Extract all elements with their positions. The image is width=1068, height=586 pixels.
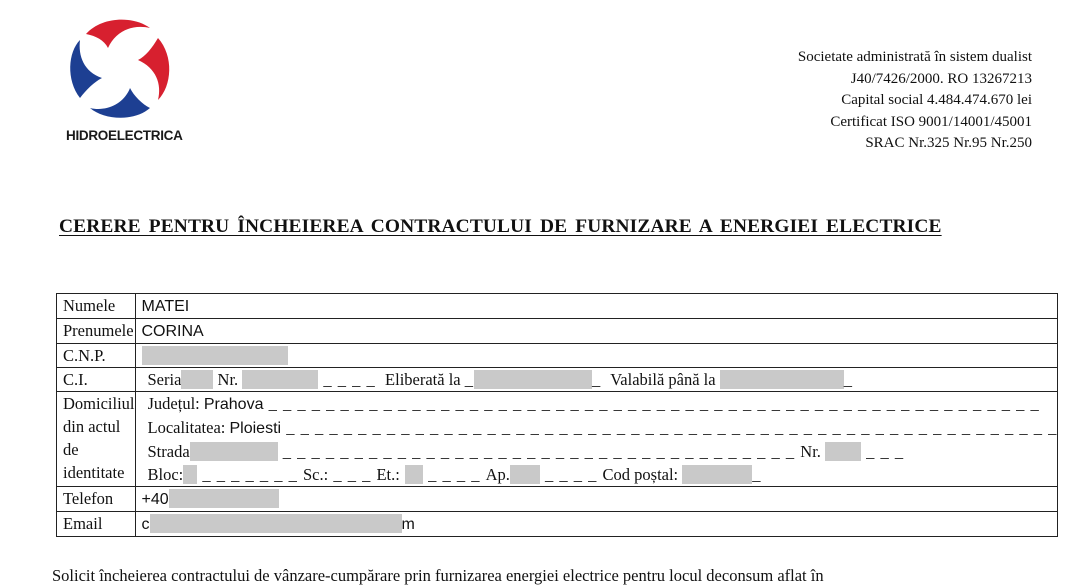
et-label: Et.:: [376, 465, 400, 484]
prenumele-field[interactable]: CORINA: [141, 323, 204, 340]
ap-label: Ap.: [485, 465, 510, 484]
ci-seria-redaction[interactable]: [181, 370, 213, 389]
nr-label: Nr.: [800, 442, 821, 461]
telefon-field[interactable]: +40: [141, 491, 169, 508]
hidroelectrica-logo: [60, 14, 185, 149]
numele-label: Numele: [57, 294, 136, 319]
email-label: Email: [57, 512, 136, 537]
row-cnp: [57, 344, 1058, 368]
ci-eliberata-redaction[interactable]: [474, 370, 592, 389]
row-telefon: [57, 487, 1058, 512]
request-paragraph: Solicit încheierea contractului de vânzare-cumpărare prin furnizarea energiei electrice pentru locul deconsum aflat în: [52, 566, 824, 585]
row-ci: C.I. Seria Nr. _ _ _ _ Eliberată la _ _ Valabilă până la _: [57, 368, 1058, 392]
localitate-label: Localitatea:: [147, 418, 226, 437]
ci-nr-redaction[interactable]: [242, 370, 318, 389]
cnp-label: C.N.P.: [57, 344, 136, 368]
company-line: Certificat ISO 9001/14001/45001: [830, 113, 1032, 130]
prenumele-label: Prenumele: [57, 319, 136, 344]
company-info: [798, 47, 1032, 155]
company-line: Societate administrată în sistem dualist: [797, 49, 1032, 65]
et-redaction[interactable]: [405, 465, 423, 484]
sc-label: Sc.:: [303, 465, 329, 484]
ci-eliberata-label: Eliberată la: [385, 370, 461, 389]
company-line: SRAC Nr.325 Nr.95 Nr.250: [865, 135, 1032, 151]
bloc-label: Bloc:: [147, 465, 184, 484]
cnp-redaction[interactable]: [142, 346, 288, 365]
cod-postal-label: Cod poștal:: [602, 465, 679, 484]
strada-label: Strada: [147, 442, 190, 461]
ci-seria-label: Seria: [147, 370, 182, 389]
row-numele: [57, 294, 1058, 319]
ci-valabila-redaction[interactable]: [720, 370, 844, 389]
document-title: CERERE PENTRU ÎNCHEIEREA CONTRACTULUI DE FURNIZARE A ENERGIEI ELECTRICE: [59, 216, 942, 237]
row-domiciliu: Domiciliul din actul de identitate Județul: Prahova _ _ _ _ _ _ _ _ _ _ _ _ _ _ _ _ _ _ _ _ _ _ _ _ _ _ _ _ _ _ _ _ _ _ _ _ _ _ _ _ _ _ _ _ _ _ _ _ _ _ _ _ _ _ Localitatea: Ploiesti _ _ _ _ _ _ _ _ _ _ _ _ _ _ _ _ _ _ _ _ _ _ _ _ _ _ _ _ _ _ _ _ _ _ _ _ _ _ _ _ _ _ _ _ _ _ _ _ _ _ _ _ _ _ Strada _ _ _ _ _ _ _ _ _ _ _ _ _ _ _ _ _ _ _ _ _ _ _ _ _ _ _ _ _ _ _ _ _ _ _ _ Nr. _ _ _ Bloc: _ _ _ _ _ _ _ Sc.: _ _ _ Et.: _ _ _ _ Ap. _ _ _ _ Cod poștal: _: [57, 392, 1058, 487]
form-table: [56, 293, 1058, 537]
strada-redaction[interactable]: [190, 442, 278, 461]
telefon-label: Telefon: [57, 487, 136, 512]
company-line: Capital social 4.484.474.670 lei: [841, 92, 1032, 108]
ci-nr-label: Nr.: [217, 370, 239, 389]
cod-postal-redaction[interactable]: [682, 465, 752, 484]
email-redaction[interactable]: [150, 514, 402, 533]
row-email: [57, 512, 1058, 537]
telefon-redaction[interactable]: [169, 489, 279, 508]
ap-redaction[interactable]: [510, 465, 540, 484]
domiciliu-label: Domiciliul din actul de identitate: [57, 392, 136, 487]
numele-field[interactable]: MATEI: [141, 298, 190, 315]
bloc-redaction[interactable]: [183, 465, 197, 484]
ci-valabila-label: Valabilă până la: [610, 370, 716, 389]
localitate-field[interactable]: Ploiesti: [229, 420, 282, 437]
judet-field[interactable]: Prahova: [203, 396, 264, 413]
nr-redaction[interactable]: [825, 442, 861, 461]
ci-label: C.I.: [57, 368, 136, 392]
judet-label: Județul:: [147, 394, 200, 413]
email-field-end[interactable]: m: [401, 516, 415, 533]
logo-swirl-icon: [64, 14, 176, 122]
email-field-start[interactable]: c: [141, 516, 150, 533]
logo-text: HIDROELECTRICA: [66, 128, 183, 143]
company-line: J40/7426/2000. RO 13267213: [850, 70, 1032, 87]
row-prenumele: [57, 319, 1058, 344]
